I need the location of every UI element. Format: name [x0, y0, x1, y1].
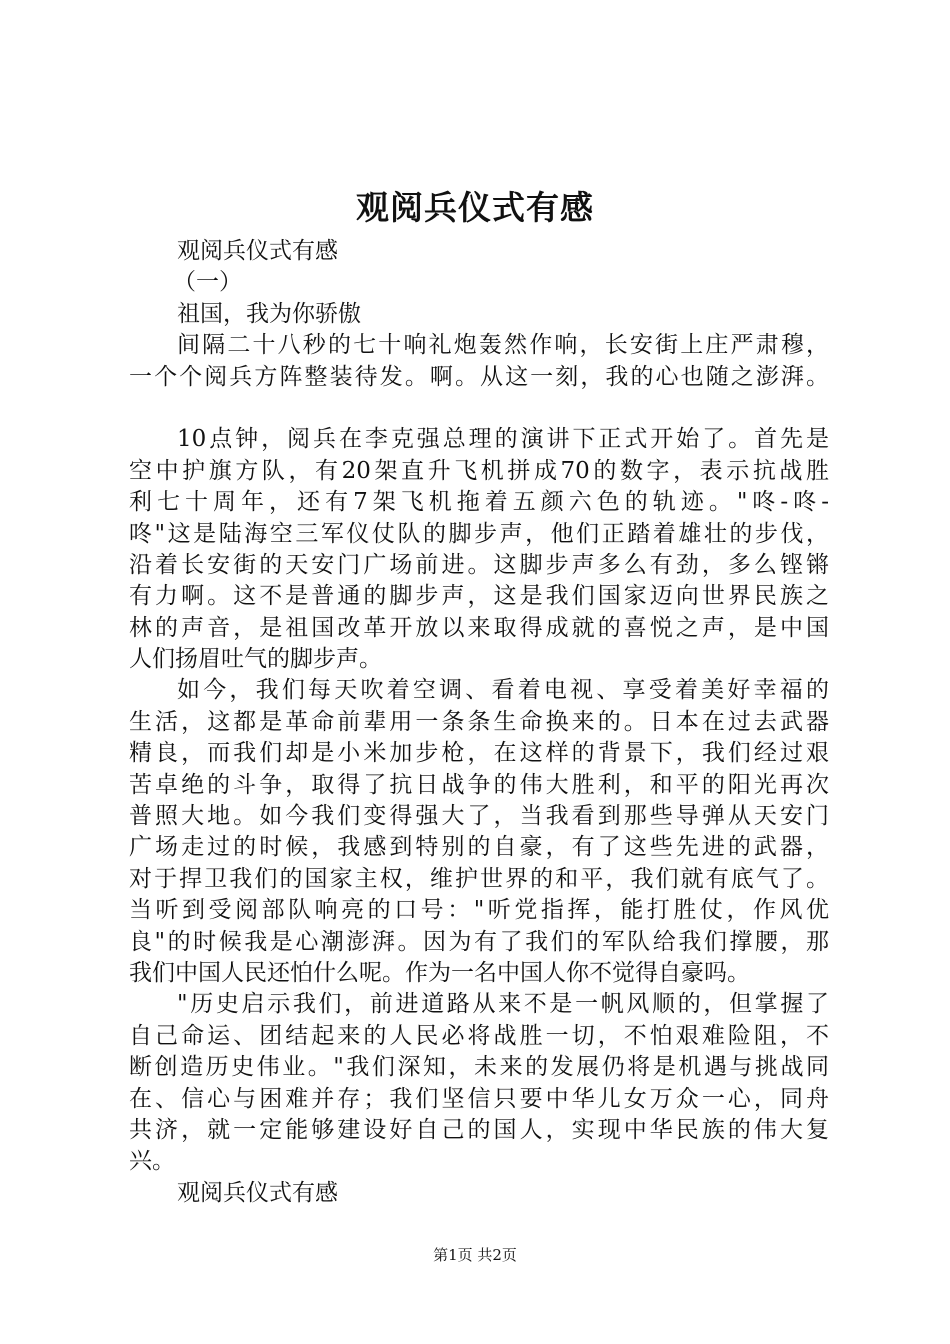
blank-line — [129, 393, 829, 424]
body-line: （一） — [173, 269, 242, 296]
body-line: 一个个阅兵方阵整装待发。啊。从这一刻，我的心也随之澎湃。 — [129, 363, 829, 390]
body-line: 空中护旗方队，有20架直升飞机拼成70的数字，表示抗战胜 — [129, 457, 829, 484]
document-body — [129, 236, 829, 1209]
document-title: 观阅兵仪式有感 — [356, 188, 594, 227]
body-line: 精良，而我们却是小米加步枪，在这样的背景下，我们经过艰 — [129, 740, 829, 767]
page-footer: 第1页 共2页 — [433, 1246, 517, 1264]
body-line: 观阅兵仪式有感 — [177, 1179, 338, 1206]
body-line: 共济，就一定能够建设好自己的国人，实现中华民族的伟大复 — [129, 1116, 829, 1143]
body-line: 林的声音，是祖国改革开放以来取得成就的喜悦之声，是中国 — [129, 614, 829, 641]
body-line: 当听到受阅部队响亮的口号："听党指挥，能打胜仗，作风优 — [129, 897, 829, 924]
body-line: 断创造历史伟业。"我们深知，未来的发展仍将是机遇与挑战同 — [129, 1054, 829, 1081]
body-line: 兴。 — [129, 1148, 175, 1175]
body-line: 咚"这是陆海空三军仪仗队的脚步声，他们正踏着雄壮的步伐， — [129, 520, 829, 547]
body-line: 良"的时候我是心潮澎湃。因为有了我们的军队给我们撑腰，那 — [129, 928, 829, 955]
body-line: 在、信心与困难并存；我们坚信只要中华儿女万众一心，同舟 — [129, 1085, 829, 1112]
body-line: 有力啊。这不是普通的脚步声，这是我们国家迈向世界民族之 — [129, 583, 829, 610]
body-line: 观阅兵仪式有感 — [177, 238, 338, 264]
body-line: 广场走过的时候，我感到特别的自豪，有了这些先进的武器， — [129, 834, 829, 861]
body-line: 人们扬眉吐气的脚步声。 — [129, 646, 382, 673]
body-line: 沿着长安街的天安门广场前进。这脚步声多么有劲，多么铿锵 — [129, 551, 829, 578]
body-line: 利七十周年，还有7架飞机拖着五颜六色的轨迹。"咚-咚- — [129, 489, 829, 516]
body-line: 普照大地。如今我们变得强大了，当我看到那些导弹从天安门 — [129, 803, 829, 830]
body-line: 如今，我们每天吹着空调、看着电视、享受着美好幸福的 — [177, 677, 829, 704]
body-line: 生活，这都是革命前辈用一条条生命换来的。日本在过去武器 — [129, 708, 829, 735]
body-line: 对于捍卫我们的国家主权，维护世界的和平，我们就有底气了。 — [129, 865, 829, 892]
body-line: 我们中国人民还怕什么呢。作为一名中国人你不觉得自豪吗。 — [129, 959, 750, 986]
body-line: 间隔二十八秒的七十响礼炮轰然作响，长安街上庄严肃穆， — [177, 332, 829, 359]
body-line: "历史启示我们，前进道路从来不是一帆风顺的，但掌握了 — [177, 991, 829, 1018]
body-line: 10点钟，阅兵在李克强总理的演讲下正式开始了。首先是 — [177, 426, 829, 453]
body-line: 苦卓绝的斗争，取得了抗日战争的伟大胜利，和平的阳光再次 — [129, 771, 829, 798]
body-line: 自己命运、团结起来的人民必将战胜一切，不怕艰难险阻，不 — [129, 1022, 829, 1049]
body-line: 祖国，我为你骄傲 — [177, 300, 361, 327]
